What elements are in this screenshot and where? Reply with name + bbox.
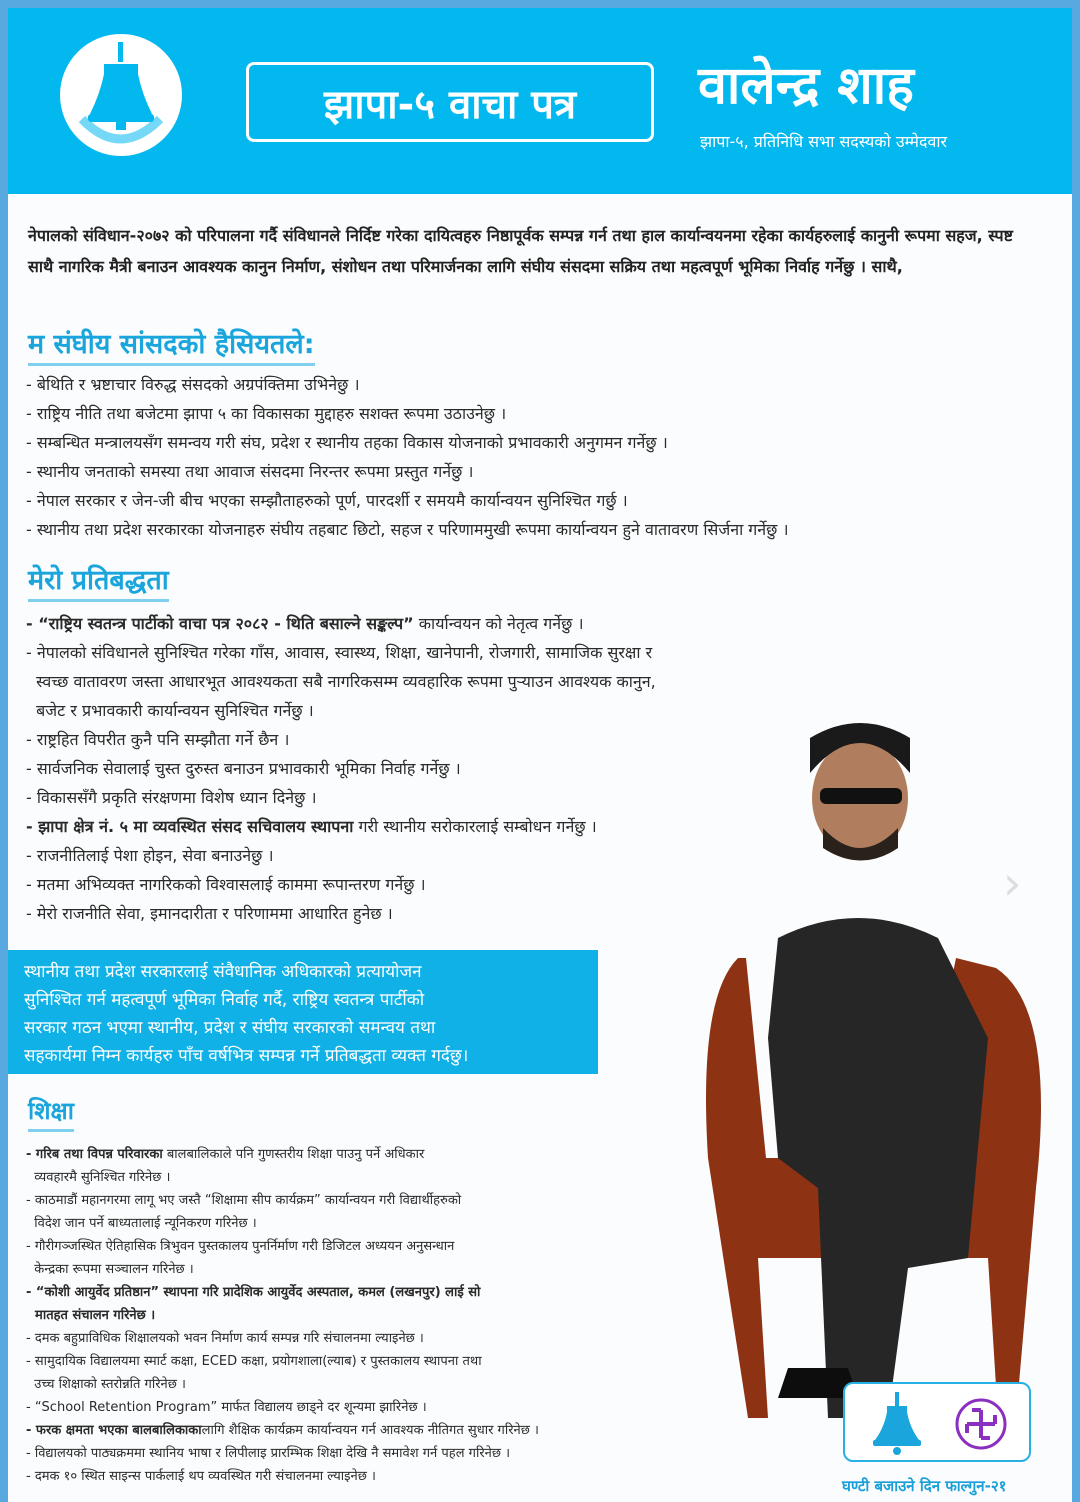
list-item-text: कार्यान्वयन को नेतृत्व गर्नेछु । [413, 614, 584, 633]
list-item [26, 370, 789, 399]
list-item [26, 638, 656, 667]
list-item-text: - विकाससँगै प्रकृति संरक्षणमा विशेष ध्यान दिनेछु । [26, 788, 317, 807]
list-item-text: - सम्बन्धित मन्त्रालयसँग समन्वय गरी संघ, प्रदेश र स्थानीय तहका विकास योजनाको प्रभावकारी अनुगमन गर्नेछु । [26, 433, 668, 452]
list-item [26, 725, 656, 754]
list-item [26, 486, 789, 515]
commitment-banner [8, 950, 598, 1074]
list-item [26, 754, 656, 783]
list-item-text: - विद्यालयको पाठ्यक्रममा स्थानिय भाषा र लिपीलाइ प्रारम्भिक शिक्षा देखि नै समावेश गर्न पहल गरिनेछ । [26, 1446, 511, 1461]
list-item-text: - “School Retention Program” मार्फत विद्यालय छाड्ने दर शून्यमा झारिनेछ । [26, 1400, 427, 1415]
list-item [26, 399, 789, 428]
list-item-text: - काठमाडौं महानगरमा लागू भए जस्तै “शिक्षामा सीप कार्यक्रम” कार्यान्वयन गरी विद्यार्थीहरुको [26, 1193, 462, 1208]
list-item-bold: - फरक क्षमता भएका बालबालिकाका [26, 1423, 202, 1438]
list-item-text: - सामुदायिक विद्यालयमा स्मार्ट कक्षा, ECED कक्षा, प्रयोगशाला(ल्याब) र पुस्तकालय स्थापना तथा [26, 1354, 482, 1369]
education-list [26, 1143, 706, 1488]
list-item [26, 1396, 706, 1419]
list-item-bold: मातहत संचालन गरिनेछ । [26, 1308, 156, 1323]
section-heading-mp-role: म संघीय सांसदको हैसियतले: [28, 324, 315, 366]
list-item-bold: - गरिब तथा विपन्न परिवारका [26, 1147, 163, 1162]
list-item-text: - स्थानीय जनताको समस्या तथा आवाज संसदमा निरन्तर रूपमा प्रस्तुत गर्नेछु । [26, 462, 474, 481]
list-item-text: - मतमा अभिव्यक्त नागरिकको विश्वासलाई काममा रूपान्तरण गर्नेछु । [26, 875, 426, 894]
list-item [26, 1419, 706, 1442]
list-item [26, 1212, 706, 1235]
list-item [26, 1327, 706, 1350]
party-logo [60, 34, 182, 156]
bell-icon [867, 1390, 927, 1460]
list-item-text: - राष्ट्रहित विपरीत कुनै पनि सम्झौता गर्ने छैन । [26, 730, 290, 749]
list-item-text: - दमक बहुप्राविधिक शिक्षालयको भवन निर्माण कार्य सम्पन्न गरि संचालनमा ल्याइनेछ । [26, 1331, 424, 1346]
candidate-subtitle: झापा-५, प्रतिनिधि सभा सदस्यको उम्मेदवार [700, 132, 948, 151]
candidate-name: वालेन्द्र शाह [698, 56, 914, 116]
list-item [26, 899, 656, 928]
list-item [26, 1373, 706, 1396]
list-item [26, 1143, 706, 1166]
list-item-text: उच्च शिक्षाको स्तरोन्नति गरिनेछ । [26, 1377, 186, 1392]
list-item [26, 428, 789, 457]
list-item-text: - राजनीतिलाई पेशा होइन, सेवा बनाउनेछु । [26, 846, 274, 865]
list-item-text: गरी स्थानीय सरोकारलाई सम्बोधन गर्नेछु । [353, 817, 597, 836]
list-item-text: बालबालिकाले पनि गुणस्तरीय शिक्षा पाउनु पर्ने अधिकार [162, 1147, 425, 1162]
list-item [26, 1304, 706, 1327]
list-item [26, 1166, 706, 1189]
list-item [26, 696, 656, 725]
list-item-text: व्यवहारमै सुनिश्चित गरिनेछ । [26, 1170, 171, 1185]
list-item [26, 609, 656, 638]
list-item-text: - स्थानीय तथा प्रदेश सरकारका योजनाहरु संघीय तहबाट छिटो, सहज र परिणाममुखी रूपमा कार्यान्वयन हुने वातावरण सिर्जना गर्नेछु । [26, 520, 789, 539]
list-item-text: - गौरीगञ्जस्थित ऐतिहासिक त्रिभुवन पुस्तकालय पुनर्निर्माण गरी डिजिटल अध्ययन अनुसन्धान [26, 1239, 455, 1254]
list-item [26, 1189, 706, 1212]
list-item-text: - नेपाल सरकार र जेन-जी बीच भएका सम्झौताहरुको पूर्ण, पारदर्शी र समयमै कार्यान्वयन सुनिश्चित गर्छु । [26, 491, 628, 510]
list-item-text: - दमक १० स्थित साइन्स पार्कलाई थप व्यवस्थित गरी संचालनमा ल्याइनेछ । [26, 1469, 376, 1484]
banner-line: सुनिश्चित गर्न महत्वपूर्ण भूमिका निर्वाह गर्दै, राष्ट्रिय स्वतन्त्र पार्टीको [24, 990, 425, 1010]
list-item-text: विदेश जान पर्ने बाध्यतालाई न्यूनिकरण गरिनेछ । [26, 1216, 257, 1231]
list-item-text: केन्द्रका रूपमा सञ्चालन गरिनेछ । [26, 1262, 194, 1277]
list-item [26, 841, 656, 870]
swastika-icon [953, 1396, 1009, 1452]
list-item [26, 1350, 706, 1373]
banner-line: सरकार गठन भएमा स्थानीय, प्रदेश र संघीय सरकारको समन्वय तथा [24, 1018, 436, 1038]
next-image-chevron-icon[interactable]: › [1003, 856, 1022, 910]
list-item-text: स्वच्छ वातावरण जस्ता आधारभूत आवश्यकता सबै नागरिकसम्म व्यवहारिक रूपमा पुर्‍याउन आवश्यक कानुन, [26, 672, 656, 691]
list-item [26, 1258, 706, 1281]
list-item-text: - सार्वजनिक सेवालाई चुस्त दुरुस्त बनाउन प्रभावकारी भूमिका निर्वाह गर्नेछु । [26, 759, 461, 778]
header-banner [8, 8, 1072, 194]
list-item [26, 515, 789, 544]
list-item-bold: - झापा क्षेत्र नं. ५ मा व्यवस्थित संसद सचिवालय स्थापना [26, 817, 354, 836]
section-heading-commitment: मेरो प्रतिबद्धता [28, 560, 169, 602]
mp-role-list [26, 370, 789, 544]
list-item [26, 1281, 706, 1304]
banner-line: स्थानीय तथा प्रदेश सरकारलाई संवैधानिक अधिकारको प्रत्यायोजन [24, 962, 422, 982]
list-item-bold: - “कोशी आयुर्वेद प्रतिष्ठान” स्थापना गरि प्रादेशिक आयुर्वेद अस्पताल, कमल (लखनपुर) लाई सो [26, 1285, 481, 1300]
list-item-text: - बेथिति र भ्रष्टाचार विरुद्ध संसदको अग्रपंक्तिमा उभिनेछु । [26, 375, 360, 394]
list-item [26, 1465, 706, 1488]
list-item [26, 783, 656, 812]
banner-line: सहकार्यमा निम्न कार्यहरु पाँच वर्षभित्र सम्पन्न गर्ने प्रतिबद्धता व्यक्त गर्दछु। [24, 1046, 469, 1066]
list-item-text: - राष्ट्रिय नीति तथा बजेटमा झापा ५ का विकासका मुद्दाहरु सशक्त रूपमा उठाउनेछु । [26, 404, 507, 423]
list-item [26, 667, 656, 696]
commitment-list [26, 609, 656, 928]
list-item [26, 457, 789, 486]
list-item [26, 1442, 706, 1465]
manifesto-poster [8, 8, 1072, 1502]
list-item-bold: - “राष्ट्रिय स्वतन्त्र पार्टीको वाचा पत्र २०८२ - थिति बसाल्ने सङ्कल्प” [26, 614, 414, 633]
voting-date: घण्टी बजाउने दिन फाल्गुन-२१ [842, 1477, 1007, 1495]
list-item-text: बजेट र प्रभावकारी कार्यान्वयन सुनिश्चित गर्नेछु । [26, 701, 314, 720]
list-item [26, 1235, 706, 1258]
list-item-text: - नेपालको संविधानले सुनिश्चित गरेका गाँस, आवास, स्वास्थ्य, शिक्षा, खानेपानी, रोजगारी, सामाजिक सुरक्षा र [26, 643, 653, 662]
list-item-text: लागि शैक्षिक कार्यक्रम कार्यान्वयन गर्न आवश्यक नीतिगत सुधार गरिनेछ । [201, 1423, 539, 1438]
bell-logo-icon [60, 34, 182, 156]
list-item [26, 870, 656, 899]
manifesto-title: झापा-५ वाचा पत्र [246, 62, 654, 142]
intro-paragraph: नेपालको संविधान-२०७२ को परिपालना गर्दै संविधानले निर्दिष्ट गरेका दायित्वहरु निष्ठापूर्वक सम्पन्न गर्न तथा हाल कार्यान्वयनमा रहेका कार्यहरुलाई कानुनी रूपमा सहज, स्पष्ट साथै नागरिक मैत्री बनाउन आवश्यक कानुन निर्माण, संशोधन तथा परिमार्जनका लागि संघीय संसदमा सक्रिय तथा महत्वपूर्ण भूमिका निर्वाह गर्नेछु । साथै, [28, 226, 1013, 276]
list-item [26, 812, 656, 841]
vote-symbols-box [843, 1382, 1031, 1462]
list-item-text: - मेरो राजनीति सेवा, इमानदारीता र परिणाममा आधारित हुनेछ । [26, 904, 393, 923]
section-heading-education: शिक्षा [28, 1094, 74, 1132]
